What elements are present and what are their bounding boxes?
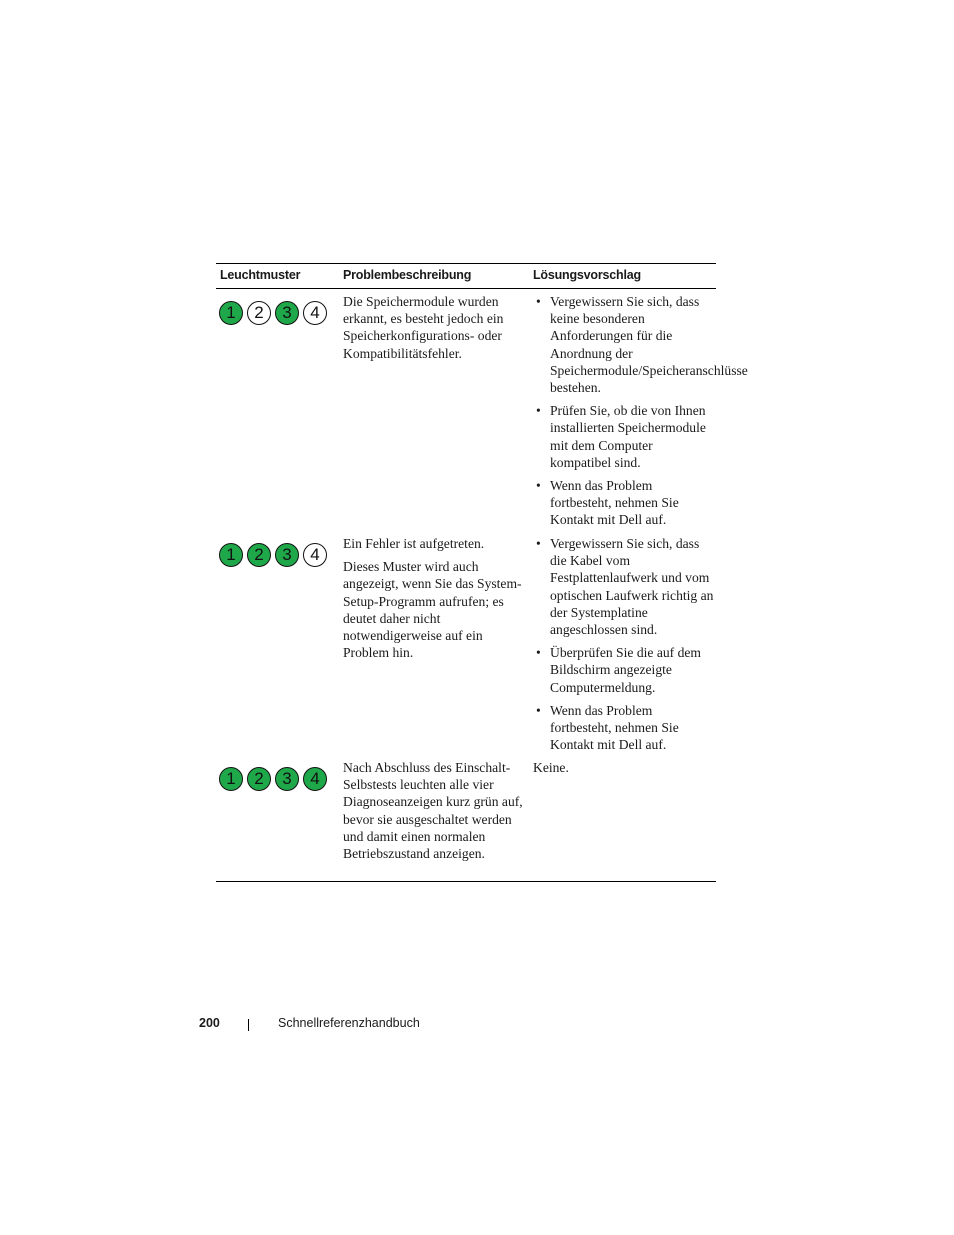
solution-list	[533, 535, 716, 759]
solution-cell	[533, 759, 716, 776]
header-solution: Lösungsvorschlag	[533, 268, 641, 282]
solution-text: Wenn das Problem fortbesteht, nehmen Sie Kontakt mit Dell auf.	[550, 478, 679, 528]
page-footer	[0, 1015, 954, 1035]
solution-item	[533, 535, 716, 638]
diagnostic-led-3: 3	[275, 301, 299, 325]
solution-text: Vergewissern Sie sich, dass die Kabel vom Festplattenlaufwerk und vom optischen Laufwerk richtig an der Systemplatine angeschlossen sind.	[550, 536, 714, 638]
description-paragraph: Die Speichermodule wurden erkannt, es besteht jedoch ein Speicherkonfigurations- oder Kompatibilitätsfehler.	[343, 294, 504, 361]
diagnostic-led-3: 3	[275, 767, 299, 791]
diagnostic-led-1: 1	[219, 301, 243, 325]
solution-text: Wenn das Problem fortbesteht, nehmen Sie Kontakt mit Dell auf.	[550, 702, 679, 753]
page-number: 200	[199, 1016, 220, 1030]
description-paragraph: Dieses Muster wird auch angezeigt, wenn Sie das System-Setup-Programm aufrufen; es deutet daher nicht notwendigerweise auf ein Problem hin.	[343, 559, 522, 661]
solution-text: Keine.	[533, 760, 569, 775]
diagnostic-led-4: 4	[303, 543, 327, 567]
bullet-icon: •	[536, 403, 541, 419]
table-row	[216, 759, 716, 881]
diagnostic-led-2: 2	[247, 543, 271, 567]
header-rule	[216, 288, 716, 289]
solution-text: Prüfen Sie, ob die von Ihnen installierten Speichermodule mit dem Computer kompatibel sind.	[550, 403, 706, 470]
solution-item	[533, 402, 716, 471]
bullet-icon: •	[536, 536, 541, 551]
diagnostic-led-1: 1	[219, 543, 243, 567]
table-header-row	[216, 264, 716, 288]
diagnostic-led-1: 1	[219, 767, 243, 791]
bullet-icon: •	[536, 645, 541, 661]
footer-separator	[248, 1019, 249, 1031]
diagnostic-led-3: 3	[275, 543, 299, 567]
diagnostic-led-4: 4	[303, 301, 327, 325]
header-description: Problembeschreibung	[343, 268, 472, 282]
description-paragraph: Nach Abschluss des Einschalt-Selbstests leuchten alle vier Diagnoseanzeigen kurz grün auf, bevor sie ausgeschaltet werden und damit einen normalen Betriebszustand anzeigen.	[343, 760, 523, 862]
table-bottom-rule	[216, 881, 716, 882]
bullet-icon: •	[536, 478, 541, 494]
header-pattern: Leuchtmuster	[220, 268, 301, 282]
problem-description	[343, 293, 527, 368]
solution-item	[533, 477, 716, 529]
solution-item	[533, 293, 748, 396]
solution-item	[533, 644, 716, 696]
solution-text: Überprüfen Sie die auf dem Bildschirm angezeigte Computermeldung.	[550, 645, 701, 695]
document-title: Schnellreferenzhandbuch	[278, 1016, 420, 1030]
solution-text: Vergewissern Sie sich, dass keine besonderen Anforderungen für die Anordnung der Speichermodule/Speicheranschlüsse bestehen.	[550, 294, 748, 396]
diagnostic-led-4: 4	[303, 767, 327, 791]
solution-item	[533, 702, 716, 754]
diagnostic-led-2: 2	[247, 301, 271, 325]
table-row	[216, 293, 748, 535]
diagnostic-led-2: 2	[247, 767, 271, 791]
bullet-icon: •	[536, 702, 541, 718]
problem-description	[343, 535, 527, 667]
table-row	[216, 535, 716, 759]
problem-description	[343, 759, 527, 868]
diagnostic-lights-table	[216, 263, 748, 882]
description-paragraph: Ein Fehler ist aufgetreten.	[343, 536, 485, 551]
bullet-icon: •	[536, 294, 541, 309]
solution-list	[533, 293, 748, 535]
